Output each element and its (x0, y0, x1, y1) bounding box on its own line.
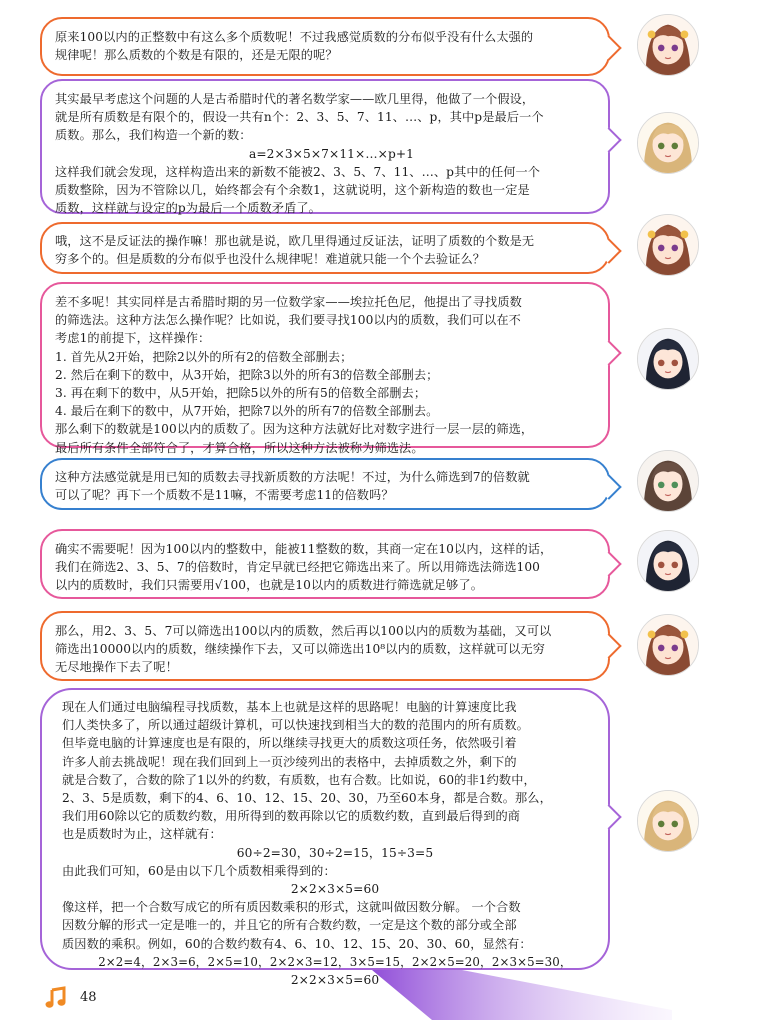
dialogue-bubble-1 (40, 17, 610, 76)
bubble-3-line-2: 穷多个的。但是质数的分布似乎也没什么规律呢！难道就只能一个个去验证么？ (55, 252, 486, 267)
bubble-8-line-2: 们人类快多了，所以通过超级计算机，可以快速找到相当大的数的范围内的所有质数。 (62, 718, 529, 733)
bubble-8-line-13: 因数分解的形式一定是唯一的，并且它的所有合数约数，一定是这个数的部分或全部 (62, 918, 517, 933)
bubble-8-line-8: 也是质数时为止，这样就有： (62, 827, 222, 842)
bubble-4-step-1: 1. 首先从2开始，把除2以外的所有2的倍数全部删去； (55, 349, 353, 364)
bubble-7-line-3: 无尽地操作下去了呢！ (55, 660, 178, 675)
dialogue-bubble-8 (40, 688, 610, 988)
bubble-5-line-2: 可以了呢？再下一个质数不是11嘛，不需要考虑11的倍数吗？ (55, 488, 394, 503)
bubble-8-line-5: 就是合数了，合数的除了1以外的约数，有质数，也有合数。比如说，60的非1约数中， (62, 772, 536, 787)
bubble-6-line-1: 确实不需要呢！因为100以内的整数中，能被11整数的数，其商一定在10以内，这样的话， (55, 542, 553, 556)
bubble-4-line-1: 差不多呢！其实同样是古希腊时期的另一位数学家——埃拉托色尼，他提出了寻找质数 (55, 295, 522, 309)
avatar-blonde-girl-drawing (638, 113, 698, 173)
avatar-orange-girl-drawing (638, 15, 698, 75)
avatar-orange-girl-drawing (638, 215, 698, 275)
avatar-blonde-girl (637, 112, 699, 174)
page-number: 48 (80, 990, 97, 1005)
bubble-2-line-7: 质数，这样就与设定的p为最后一个质数矛盾了。 (55, 201, 321, 216)
bubble-8-factor-formula-1: 2×2=4，2×3=6，2×5=10，2×2×3=12，3×5=15，2×2×5=20，2×3×5=30， (98, 954, 572, 969)
bubble-6-line-2: 我们在筛选2、3、5、7的倍数时，肯定早就已经把它筛选出来了。所以用筛选法筛选100 (55, 560, 541, 575)
bubble-4-line-9: 最后所有条件全部符合了，才算合格，所以这种方法被称为筛选法。 (55, 440, 424, 455)
bubble-5-line-1: 这种方法感觉就是用已知的质数去寻找新质数的方法呢！不过，为什么筛选到7的倍数就 (55, 470, 530, 484)
bubble-2-line-1: 其实最早考虑这个问题的人是古希腊时代的著名数学家——欧几里得，他做了一个假设， (55, 92, 535, 106)
bubble-1-line-2: 规律呢！那么质数的个数是有限的，还是无限的呢？ (55, 48, 338, 63)
bubble-2-line-3: 质数。那么，我们构造一个新的数： (55, 128, 252, 143)
bubble-8-line-7: 我们用60除以它的质数约数，用所得到的数再除以它的质数约数，直到最后得到的商 (62, 809, 521, 824)
dialogue-bubble-3 (40, 222, 610, 274)
bubble-2-line-6: 质数整除，因为不管除以几，始终都会有个余数1，这就说明，这个新构造的数也一定是 (55, 183, 530, 198)
avatar-dark-hair-girl (637, 328, 699, 390)
bubble-3-line-1: 哦，这不是反证法的操作嘛！那也就是说，欧几里得通过反证法，证明了质数的个数是无 (55, 234, 535, 248)
music-note-icon (44, 986, 68, 1010)
bubble-4-line-2: 的筛选法。这种方法怎么操作呢？比如说，我们要寻找100以内的质数，我们可以在不 (55, 313, 521, 328)
avatar-orange-girl (637, 614, 699, 676)
dialogue-bubble-6 (40, 529, 610, 599)
avatar-brown-hair-girl-drawing (638, 451, 698, 511)
bubble-4-step-2: 2. 然后在剩下的数中，从3开始，把除3以外的所有3的倍数全部删去； (55, 367, 439, 382)
avatar-brown-hair-girl (637, 450, 699, 512)
bubble-4-step-3: 3. 再在剩下的数中，从5开始，把除5以外的所有5的倍数全部删去； (55, 386, 427, 401)
bubble-4-line-3: 考虑1的前提下，这样操作： (55, 331, 211, 346)
bubble-8-product-formula: 2×2×3×5=60 (290, 882, 380, 897)
dialogue-bubble-5 (40, 458, 610, 510)
bubble-8-factor-formula-2: 2×2×3×5=60 (290, 973, 380, 988)
avatar-orange-girl (637, 214, 699, 276)
bubble-2-formula: a=2×3×5×7×11×…×p+1 (248, 146, 415, 161)
bubble-7-line-2: 筛选出10000以内的质数，继续操作下去，又可以筛选出10⁸以内的质数，这样就可以无穷 (55, 642, 546, 657)
bubble-8-division-formula: 60÷2=30，30÷2=15，15÷3=5 (236, 845, 434, 860)
bubble-8-line-4: 许多人前去挑战呢！现在我们回到上一页沙绫列出的表格中，去掉质数之外，剩下的 (62, 754, 517, 769)
bubble-8-line-1: 现在人们通过电脑编程寻找质数，基本上也就是这样的思路呢！电脑的计算速度比我 (62, 700, 517, 714)
avatar-orange-girl-drawing (638, 615, 698, 675)
bubble-8-line-14: 质因数的乘积。例如，60的合数约数有4、6、10、12、15、20、30、60，显然有： (62, 936, 532, 951)
bubble-1-line-1: 原来100以内的正整数中有这么多个质数呢！不过我感觉质数的分布似乎没有什么太强的 (55, 30, 534, 44)
bubble-8-line-10: 由此我们可知，60是由以下几个质数相乘得到的： (62, 863, 336, 878)
decorative-purple-shape (372, 960, 672, 1020)
bubble-8-line-6: 2、3、5是质数，剩下的4、6、10、12、15、20、30，乃至60本身，都是合数。那么， (62, 791, 552, 806)
dialogue-bubble-2 (40, 79, 610, 214)
bubble-6-line-3: 以内的质数时，我们只需要用√100，也就是10以内的质数进行筛选就足够了。 (55, 578, 484, 593)
bubble-7-line-1: 那么，用2、3、5、7可以筛选出100以内的质数，然后再以100以内的质数为基础，又可以 (55, 624, 552, 638)
bubble-8-line-3: 但毕竟电脑的计算速度也是有限的，所以继续寻找更大的质数这项任务，依然吸引着 (62, 736, 517, 751)
dialogue-bubble-4 (40, 282, 610, 455)
bubble-4-step-4: 4. 最后在剩下的数中，从7开始，把除7以外的所有7的倍数全部删去。 (55, 404, 439, 419)
avatar-orange-girl (637, 14, 699, 76)
bubble-4-line-8: 那么剩下的数就是100以内的质数了。因为这种方法就好比对数字进行一层一层的筛选， (55, 422, 534, 437)
avatar-dark-hair-girl (637, 530, 699, 592)
avatar-blonde-girl (637, 790, 699, 852)
avatar-dark-hair-girl-drawing (638, 329, 698, 389)
bubble-2-line-2: 就是所有质数是有限个的，假设一共有n个：2、3、5、7、11、…、p，其中p是最后一个 (55, 110, 544, 125)
bubble-2-line-5: 这样我们就会发现，这样构造出来的新数不能被2、3、5、7、11、…、p其中的任何一个 (55, 164, 541, 179)
dialogue-bubble-7 (40, 611, 610, 681)
avatar-blonde-girl-drawing (638, 791, 698, 851)
bubble-8-line-12: 像这样，把一个合数写成它的所有质因数乘积的形式，这就叫做因数分解。 一个合数 (62, 900, 521, 915)
avatar-dark-hair-girl-drawing (638, 531, 698, 591)
